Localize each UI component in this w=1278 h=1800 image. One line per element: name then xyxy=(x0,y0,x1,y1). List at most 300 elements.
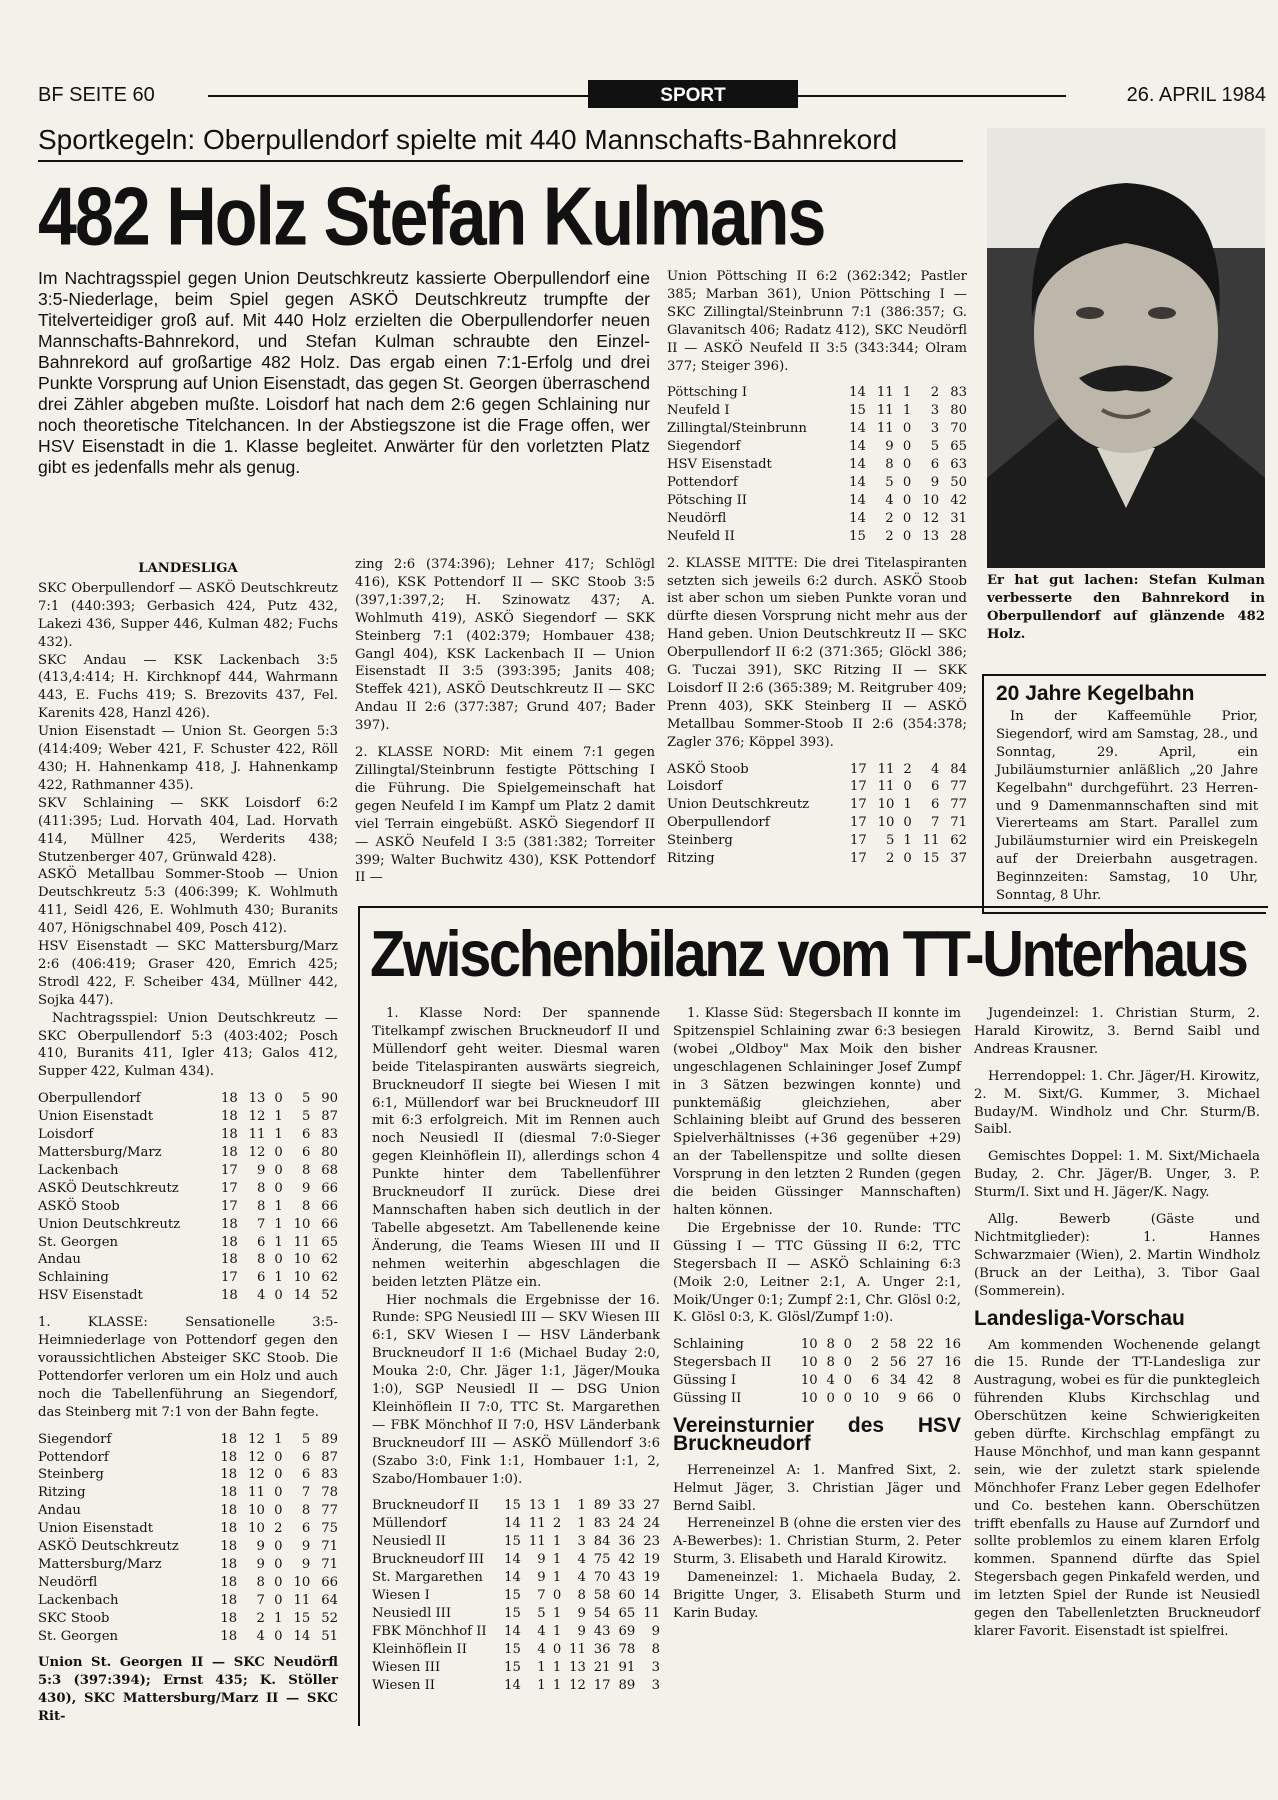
table-cell: 5 xyxy=(885,833,895,849)
lead-paragraph: Im Nachtragsspiel gegen Union Deutschkreutz kassierte Oberpullendorf eine 3:5-Niederlage, beim Spiel gegen ASKÖ Deutschkreutz trumpfte der Titelverteidiger groß auf. Mit 440 Holz erzielten die Oberpullendorfer neuen Mannschafts-Bahnrekord, und Stefan Kulman schraubte den Einzel-Bahnrekord auf großartige 482 Holz. Das ergab einen 7:1-Erfolg und drei Punkte Vorsprung auf Union Eisenstadt, das gegen St. Georgen überraschend drei Zähler abgeben mußte. Loisdorf hat nach dem 2:6 gegen Schlaining nur noch theoretische Titelchancen. In der Abstiegszone ist die Frage offen, wer HSV Eisenstadt in die 1. Klasse begleitet. Anwärter für den vorletzten Platz gibt es jedenfalls mehr als genug. xyxy=(38,268,650,477)
table-cell: 12 xyxy=(569,1677,586,1693)
team-name: Siegendorf xyxy=(667,439,741,455)
team-name: Neufeld I xyxy=(667,403,730,419)
table-cell: 5 xyxy=(301,1431,311,1447)
table-row xyxy=(38,1108,338,1126)
table-cell: 7 xyxy=(537,1588,546,1603)
team-name: Steinberg xyxy=(38,1467,104,1483)
table-cell: 10 xyxy=(877,797,895,813)
table-cell: 70 xyxy=(593,1570,611,1586)
tt-paragraph: Gemischtes Doppel: 1. M. Sixt/Michaela Buday, 2. Chr. Jäger/B. Unger, 3. P. Sturm/I. Sixt und H. Jäger/K. Nagy. xyxy=(974,1149,1260,1201)
table-cell: 9 xyxy=(537,1552,546,1568)
team-name: Union Deutschkreutz xyxy=(667,797,810,813)
table-row xyxy=(38,1592,338,1610)
table-cell: 83 xyxy=(593,1516,611,1532)
table-cell: 11 xyxy=(876,385,894,401)
table-cell: 0 xyxy=(902,492,912,508)
table-cell: 1 xyxy=(274,1270,283,1286)
table-cell: 0 xyxy=(903,851,912,867)
table-cell: 14 xyxy=(849,457,866,473)
table-cell: 11 xyxy=(877,761,895,777)
table-cell: 18 xyxy=(220,1521,238,1537)
standings-table xyxy=(667,761,967,868)
tt-column-2 xyxy=(673,1005,961,1623)
team-name: ASKÖ Stoob xyxy=(667,761,749,777)
table-cell: 31 xyxy=(950,510,967,526)
table-cell: 2 xyxy=(930,385,940,401)
team-name: Schlaining xyxy=(673,1337,744,1353)
table-cell: 11 xyxy=(643,1605,660,1621)
table-row xyxy=(38,1466,338,1484)
table-cell: 77 xyxy=(321,1503,338,1519)
tt-paragraph: Am kommenden Wochenende gelangt die 15. Runde der TT-Landesliga zur Austragung, wobei es für die punktegleich führenden Klubs Kirchschlag und Oberschützen keine Schwierigkeiten geben dürfte. Kirchschlag empfängt zu Hause Mönchhof, und man kann gespannt sein, wie der zuletzt stark spielende Mönchhofer Franz Leber gegen Edelhofer und Co. bestehen kann. Oberschützen trifft ebenfalls zu Hause auf Zurndorf und sollte problemlos zu einem klaren Erfolg kommen. Spannend dürfte das Spiel Stegersbach gegen Pinkafeld werden, und im letzten Spiel der Runde ist Neusiedl gegen den Tabellenletzten Bruckneudorf klarer Favorit. Eisenstadt ist spielfrei. xyxy=(974,1337,1260,1639)
table-cell: 0 xyxy=(274,1628,283,1644)
table-cell: 6 xyxy=(256,1234,266,1250)
tt-paragraph: 1. Klasse Nord: Der spannende Titelkampf zwischen Bruckneudorf II und Müllendorf geht weiter. Diesmal waren beide Titelaspiranten auswärts siegreich, Bruckneudorf II siegte bei Wiesen I mit 6:1, Müllendorf war bei Bruckneudorf III mit 6:3 erfolgreich. Mit im Rennen auch noch Neusiedl II (diesmal 7:0-Sieger gegen Kleinhöflein II), allerdings schon 4 Punkte hinter dem Tabellenführer Bruckneudorf II zurück. Diese drei Mannschaften haben sich deutlich in der Tabelle abgesetzt. Am Tabellenende keine Änderung, die Teams Wiesen III und II nehmen weiterhin abgeschlagen die beiden letzten Plätze ein. xyxy=(372,1006,660,1290)
table-cell: 80 xyxy=(321,1145,338,1160)
table-cell: 0 xyxy=(903,779,912,795)
table-row xyxy=(38,1610,338,1628)
result-paragraph: HSV Eisenstadt — SKC Mattersburg/Marz 2:6 (406:419; Graser 420, Emrich 425; Strodl 422, F. Scheiber 434, Müllner 442, Sojka 447). xyxy=(38,939,338,1008)
section-label: SPORT xyxy=(588,80,798,108)
table-cell: 78 xyxy=(618,1641,636,1657)
table-cell: 11 xyxy=(248,1485,265,1501)
team-name: Loisdorf xyxy=(38,1127,94,1143)
table-cell: 0 xyxy=(843,1391,853,1407)
table-cell: 68 xyxy=(321,1162,338,1178)
team-name: Zillingtal/Steinbrunn xyxy=(667,421,807,437)
team-name: Andau xyxy=(38,1252,81,1268)
tournament-heading: Vereinsturnier des HSV Bruckneudorf xyxy=(673,1413,961,1455)
table-cell: 65 xyxy=(321,1234,338,1250)
table-cell: 56 xyxy=(889,1355,907,1371)
table-cell: 11 xyxy=(876,403,894,419)
table-cell: 15 xyxy=(504,1641,521,1657)
table-cell: 8 xyxy=(256,1180,266,1196)
table-cell: 1 xyxy=(552,1677,562,1693)
table-cell: 15 xyxy=(504,1534,521,1550)
table-cell: 37 xyxy=(950,851,967,867)
tt-paragraph: Jugendeinzel: 1. Christian Sturm, 2. Harald Kirowitz, 3. Bernd Saibl und Andreas Krausner. xyxy=(974,1006,1260,1057)
table-cell: 66 xyxy=(321,1574,338,1590)
table-cell: 0 xyxy=(552,1588,562,1603)
table-cell: 12 xyxy=(248,1449,265,1465)
table-cell: 5 xyxy=(301,1109,311,1125)
table-cell: 9 xyxy=(301,1556,311,1572)
table-row xyxy=(667,761,967,779)
table-row xyxy=(673,1354,961,1372)
table-row xyxy=(667,420,967,438)
table-cell: 14 xyxy=(849,421,866,437)
table-cell: 8 xyxy=(256,1252,266,1268)
table-row xyxy=(673,1336,961,1354)
table-cell: 18 xyxy=(220,1216,238,1232)
table-row xyxy=(38,1431,338,1449)
table-cell: 64 xyxy=(321,1592,338,1608)
table-cell: 6 xyxy=(930,797,940,813)
page-number: BF SEITE 60 xyxy=(38,84,155,106)
table-cell: 17 xyxy=(849,815,867,831)
table-cell: 11 xyxy=(877,779,895,795)
table-cell: 43 xyxy=(618,1570,636,1586)
table-row xyxy=(372,1587,660,1605)
table-cell: 11 xyxy=(248,1127,266,1143)
table-cell: 22 xyxy=(916,1337,934,1353)
table-cell: 1 xyxy=(903,797,912,813)
team-name: Ritzing xyxy=(667,851,715,867)
table-cell: 21 xyxy=(593,1659,611,1675)
tt-headline: Zwischenbilanz vom TT-Unterhaus xyxy=(370,917,1247,991)
table-cell: 0 xyxy=(274,1091,283,1107)
team-name: Mattersburg/Marz xyxy=(38,1145,162,1160)
table-cell: 10 xyxy=(248,1521,265,1537)
table-cell: 18 xyxy=(220,1610,238,1626)
table-cell: 15 xyxy=(293,1610,311,1626)
table-cell: 19 xyxy=(643,1570,660,1586)
table-row xyxy=(667,778,967,796)
table-cell: 80 xyxy=(950,403,967,419)
table-cell: 2 xyxy=(870,1337,880,1353)
table-cell: 17 xyxy=(220,1162,238,1178)
table-cell: 18 xyxy=(220,1574,238,1590)
table-cell: 9 xyxy=(577,1623,586,1639)
table-cell: 4 xyxy=(930,761,940,777)
table-row xyxy=(372,1623,660,1641)
table-cell: 14 xyxy=(849,510,866,526)
table-cell: 19 xyxy=(643,1552,660,1568)
table-cell: 1 xyxy=(537,1659,546,1675)
table-cell: 63 xyxy=(950,457,967,473)
table-cell: 2 xyxy=(885,528,894,544)
table-cell: 1 xyxy=(552,1534,562,1550)
table-cell: 83 xyxy=(321,1127,338,1143)
team-name: Stegersbach II xyxy=(673,1355,772,1371)
table-row xyxy=(372,1515,660,1533)
table-cell: 75 xyxy=(321,1521,338,1537)
table-row xyxy=(372,1605,660,1623)
table-cell: 65 xyxy=(618,1605,636,1621)
team-name: St. Margarethen xyxy=(372,1570,483,1586)
table-cell: 17 xyxy=(220,1270,238,1286)
table-cell: 18 xyxy=(220,1234,238,1250)
table-cell: 5 xyxy=(930,439,940,455)
team-name: Loisdorf xyxy=(667,779,723,795)
table-cell: 10 xyxy=(293,1270,311,1286)
table-cell: 42 xyxy=(916,1373,934,1389)
table-cell: 8 xyxy=(651,1641,660,1657)
table-cell: 3 xyxy=(651,1677,660,1693)
table-row xyxy=(667,510,967,528)
table-cell: 18 xyxy=(220,1467,238,1483)
table-cell: 4 xyxy=(826,1373,835,1389)
table-row xyxy=(372,1497,660,1515)
team-name: Güssing II xyxy=(673,1391,742,1407)
team-name: St. Georgen xyxy=(38,1628,119,1644)
table-row xyxy=(372,1569,660,1587)
table-cell: 9 xyxy=(256,1556,265,1572)
table-cell: 12 xyxy=(248,1145,266,1160)
table-cell: 89 xyxy=(321,1431,338,1447)
team-name: FBK Mönchhof II xyxy=(372,1623,487,1639)
table-cell: 17 xyxy=(849,779,867,795)
team-name: ASKÖ Deutschkreutz xyxy=(38,1180,179,1196)
table-cell: 90 xyxy=(321,1091,338,1107)
table-cell: 10 xyxy=(922,492,940,508)
result-paragraph: 2. KLASSE NORD: Mit einem 7:1 gegen Zillingtal/Steinbrunn festigte Pöttsching I die Führung. Die Spielgemeinschaft hat gegen Neufeld I im Kampf um Platz 2 damit viel Terrain eingebüßt. ASKÖ Siegendorf II — ASKÖ Neufeld I 3:5 (381:382; Torreiter 399; Walter Buchwitz 430), KSK Pottendorf II — xyxy=(355,745,655,886)
table-cell: 43 xyxy=(593,1623,611,1639)
team-name: Neudörfl xyxy=(667,510,727,526)
tt-paragraph: 1. Klasse Süd: Stegersbach II konnte im Spitzenspiel Schlaining zwar 6:3 besiegen (wobei „Oldboy" Max Moik den bisher ungeschlagenen Schlaininger Josef Zumpf in 3 Sätzen bezwingen konnte) und punktemäßig gleichziehen, aber Schlaining bleibt auf Grund des besseren Spielverhältnisses (+36 gegenüber +29) an der Tabellenspitze und sollte diesen Vorsprung in den letzten 2 Runden (gegen die beiden Güssinger Mannschaften) halten können. xyxy=(673,1006,961,1218)
table-cell: 12 xyxy=(248,1431,265,1447)
table-cell: 6 xyxy=(301,1521,311,1537)
table-cell: 1 xyxy=(274,1431,283,1447)
table-cell: 4 xyxy=(256,1628,265,1644)
table-cell: 11 xyxy=(922,833,940,849)
table-cell: 10 xyxy=(800,1355,818,1371)
table-cell: 4 xyxy=(577,1552,586,1568)
team-name: Oberpullendorf xyxy=(38,1091,141,1107)
table-cell: 8 xyxy=(301,1198,311,1214)
table-cell: 3 xyxy=(577,1534,586,1550)
table-cell: 17 xyxy=(220,1180,238,1196)
team-name: Ritzing xyxy=(38,1485,86,1501)
table-cell: 0 xyxy=(902,528,912,544)
table-cell: 89 xyxy=(593,1498,611,1514)
table-cell: 8 xyxy=(826,1337,835,1353)
table-cell: 36 xyxy=(618,1534,636,1550)
table-row xyxy=(372,1641,660,1659)
table-cell: 0 xyxy=(274,1592,283,1608)
team-name: Neusiedl III xyxy=(372,1605,452,1621)
table-cell: 1 xyxy=(552,1552,562,1568)
table-cell: 8 xyxy=(301,1162,311,1178)
table-cell: 13 xyxy=(528,1498,546,1514)
table-cell: 0 xyxy=(902,474,912,490)
table-cell: 9 xyxy=(577,1605,586,1621)
team-name: Wiesen II xyxy=(372,1677,436,1693)
table-cell: 87 xyxy=(321,1449,338,1465)
table-cell: 6 xyxy=(930,457,940,473)
table-cell: 17 xyxy=(849,797,867,813)
column-landesliga xyxy=(38,556,338,1726)
table-cell: 14 xyxy=(504,1623,521,1639)
table-cell: 0 xyxy=(902,421,912,437)
table-cell: 6 xyxy=(301,1145,311,1160)
team-name: Neusiedl II xyxy=(372,1534,446,1550)
table-cell: 27 xyxy=(643,1498,660,1514)
table-cell: 0 xyxy=(274,1145,283,1160)
table-cell: 0 xyxy=(843,1373,853,1389)
table-cell: 2 xyxy=(903,761,912,777)
table-cell: 0 xyxy=(552,1641,562,1657)
table-cell: 14 xyxy=(643,1588,660,1603)
table-row xyxy=(372,1533,660,1551)
result-paragraph: Union Eisenstadt — Union St. Georgen 5:3 (414:409; Weber 421, F. Schuster 422, Röll 430; H. Hahnenkamp 418, J. Hahnenkamp 422, Rathmanner 435). xyxy=(38,724,338,793)
table-cell: 14 xyxy=(849,385,866,401)
table-cell: 17 xyxy=(593,1677,611,1693)
standings-table xyxy=(667,384,967,545)
team-name: Lackenbach xyxy=(38,1592,119,1608)
table-cell: 52 xyxy=(321,1610,338,1626)
table-row xyxy=(38,1234,338,1252)
table-cell: 60 xyxy=(618,1588,636,1603)
table-row xyxy=(38,1287,338,1305)
table-cell: 66 xyxy=(321,1198,338,1214)
table-row xyxy=(38,1574,338,1592)
table-cell: 9 xyxy=(256,1539,265,1555)
team-name: ASKÖ Deutschkreutz xyxy=(38,1539,179,1555)
table-row xyxy=(667,850,967,868)
table-cell: 2 xyxy=(552,1516,562,1532)
table-cell: 42 xyxy=(618,1552,636,1568)
table-cell: 10 xyxy=(800,1391,818,1407)
table-cell: 1 xyxy=(537,1677,546,1693)
table-cell: 18 xyxy=(220,1539,238,1555)
table-cell: 0 xyxy=(902,510,912,526)
table-cell: 17 xyxy=(849,833,867,849)
table-cell: 3 xyxy=(930,421,940,437)
result-paragraph: SKV Schlaining — SKK Loisdorf 6:2 (411:395; Lud. Horvath 404, Lad. Horvath 414, Müllner 425, Werderits 438; Stutzenberger 407, Grünwald 428). xyxy=(38,795,338,865)
portrait-image xyxy=(987,128,1265,568)
table-cell: 84 xyxy=(950,761,967,777)
table-cell: 78 xyxy=(321,1485,338,1501)
table-cell: 0 xyxy=(274,1556,283,1572)
table-cell: 14 xyxy=(849,439,866,455)
table-cell: 3 xyxy=(930,403,940,419)
table-row xyxy=(38,1251,338,1269)
table-cell: 1 xyxy=(577,1516,586,1532)
team-name: Pottendorf xyxy=(667,474,738,490)
table-cell: 83 xyxy=(950,385,967,401)
table-cell: 58 xyxy=(889,1337,907,1353)
info-box xyxy=(982,674,1266,914)
issue-date: 26. APRIL 1984 xyxy=(1121,84,1266,107)
table-cell: 2 xyxy=(870,1355,880,1371)
table-cell: 8 xyxy=(256,1198,266,1214)
table-cell: 8 xyxy=(885,457,894,473)
table-cell: 0 xyxy=(274,1539,283,1555)
table-cell: 50 xyxy=(950,474,967,490)
table-cell: 1 xyxy=(552,1498,562,1514)
table-row xyxy=(372,1677,660,1695)
table-cell: 14 xyxy=(504,1570,521,1586)
team-name: Andau xyxy=(38,1503,81,1519)
team-name: SKC Stoob xyxy=(38,1610,110,1626)
table-cell: 18 xyxy=(220,1449,238,1465)
table-cell: 12 xyxy=(248,1467,265,1483)
table-cell: 71 xyxy=(321,1556,338,1572)
table-cell: 1 xyxy=(552,1623,562,1639)
table-cell: 0 xyxy=(274,1467,283,1483)
table-cell: 42 xyxy=(950,492,967,508)
table-cell: 1 xyxy=(552,1659,562,1675)
table-cell: 83 xyxy=(321,1467,338,1483)
table-cell: 17 xyxy=(849,761,867,777)
table-row xyxy=(38,1144,338,1162)
table-cell: 14 xyxy=(504,1677,521,1693)
table-row xyxy=(38,1090,338,1108)
table-row xyxy=(38,1269,338,1287)
table-cell: 1 xyxy=(274,1127,283,1143)
table-row xyxy=(38,1556,338,1574)
table-row xyxy=(38,1180,338,1198)
standings-table xyxy=(38,1090,338,1305)
team-name: Oberpullendorf xyxy=(667,815,770,831)
table-cell: 0 xyxy=(274,1503,283,1519)
table-cell: 7 xyxy=(930,815,940,831)
table-cell: 18 xyxy=(220,1485,238,1501)
table-cell: 7 xyxy=(256,1592,265,1608)
table-row xyxy=(38,1502,338,1520)
table-cell: 1 xyxy=(577,1498,586,1514)
team-name: Bruckneudorf II xyxy=(372,1498,479,1514)
team-name: HSV Eisenstadt xyxy=(667,457,772,473)
table-row xyxy=(673,1390,961,1408)
table-cell: 18 xyxy=(220,1288,238,1304)
table-cell: 9 xyxy=(930,474,940,490)
table-row xyxy=(38,1216,338,1234)
table-cell: 18 xyxy=(220,1628,238,1644)
table-cell: 70 xyxy=(950,421,967,437)
team-name: Pötsching II xyxy=(667,492,747,508)
table-cell: 1 xyxy=(274,1216,283,1232)
table-cell: 4 xyxy=(256,1288,266,1304)
tt-standings-table xyxy=(673,1336,961,1408)
tt-column-1 xyxy=(372,1005,660,1694)
table-cell: 8 xyxy=(952,1373,961,1389)
team-name: Güssing I xyxy=(673,1373,737,1389)
team-name: Wiesen III xyxy=(372,1659,441,1675)
table-cell: 0 xyxy=(826,1391,835,1407)
table-cell: 13 xyxy=(248,1091,266,1107)
table-cell: 69 xyxy=(618,1623,636,1639)
team-name: Kleinhöflein II xyxy=(372,1641,467,1657)
table-cell: 11 xyxy=(876,421,894,437)
team-name: Siegendorf xyxy=(38,1431,112,1447)
team-name: Neudörfl xyxy=(38,1574,98,1590)
table-cell: 34 xyxy=(889,1373,907,1389)
table-cell: 18 xyxy=(220,1127,238,1143)
table-cell: 11 xyxy=(293,1234,311,1250)
table-cell: 1 xyxy=(902,385,912,401)
tt-paragraph: Dameneinzel: 1. Michaela Buday, 2. Brigitte Unger, 3. Elisabeth Sturm und Karin Buday. xyxy=(673,1570,961,1621)
table-cell: 12 xyxy=(248,1109,266,1125)
team-name: Bruckneudorf III xyxy=(372,1552,485,1568)
team-name: Lackenbach xyxy=(38,1162,119,1178)
table-row xyxy=(667,438,967,456)
table-cell: 10 xyxy=(862,1391,880,1407)
table-cell: 14 xyxy=(504,1516,521,1532)
team-name: HSV Eisenstadt xyxy=(38,1288,143,1304)
table-cell: 36 xyxy=(593,1641,611,1657)
table-cell: 1 xyxy=(274,1109,283,1125)
table-cell: 8 xyxy=(256,1574,265,1590)
result-paragraph: 2. KLASSE MITTE: Die drei Titelaspiranten setzten sich jeweils 6:2 durch. ASKÖ Stoob ist aber schon um sieben Punkte voran und dürfte diesen Vorsprung nicht mehr aus der Hand geben. Union Deutschkreutz II — SKC Oberpullendorf II 6:2 (371:365; Glöckl 386; G. Tuczai 391), SKC Ritzing II — SKK Loisdorf II 2:6 (365:389; M. Reitgruber 409; Prenn 403), SKK Steinberg II — ASKÖ Metallbau Sommer-Stoob II 2:6 (354:378; Zagler 376; Köppel 393). xyxy=(667,555,967,750)
table-cell: 9 xyxy=(256,1162,266,1178)
table-cell: 18 xyxy=(220,1503,238,1519)
tt-paragraph: Allg. Bewerb (Gäste und Nichtmitglieder): 1. Hannes Schwarzmaier (Wien), 2. Martin Windholz (Bruck an der Leitha), 3. Tibor Gaal (Sommerein). xyxy=(974,1212,1260,1299)
table-cell: 62 xyxy=(950,833,967,849)
table-cell: 18 xyxy=(220,1145,238,1160)
table-cell: 18 xyxy=(220,1091,238,1107)
team-name: Union Eisenstadt xyxy=(38,1521,154,1537)
table-cell: 4 xyxy=(577,1570,586,1586)
table-cell: 15 xyxy=(504,1605,521,1621)
section-heading: LANDESLIGA xyxy=(138,561,238,576)
table-cell: 18 xyxy=(220,1252,238,1268)
table-row xyxy=(372,1659,660,1677)
table-cell: 6 xyxy=(301,1127,311,1143)
